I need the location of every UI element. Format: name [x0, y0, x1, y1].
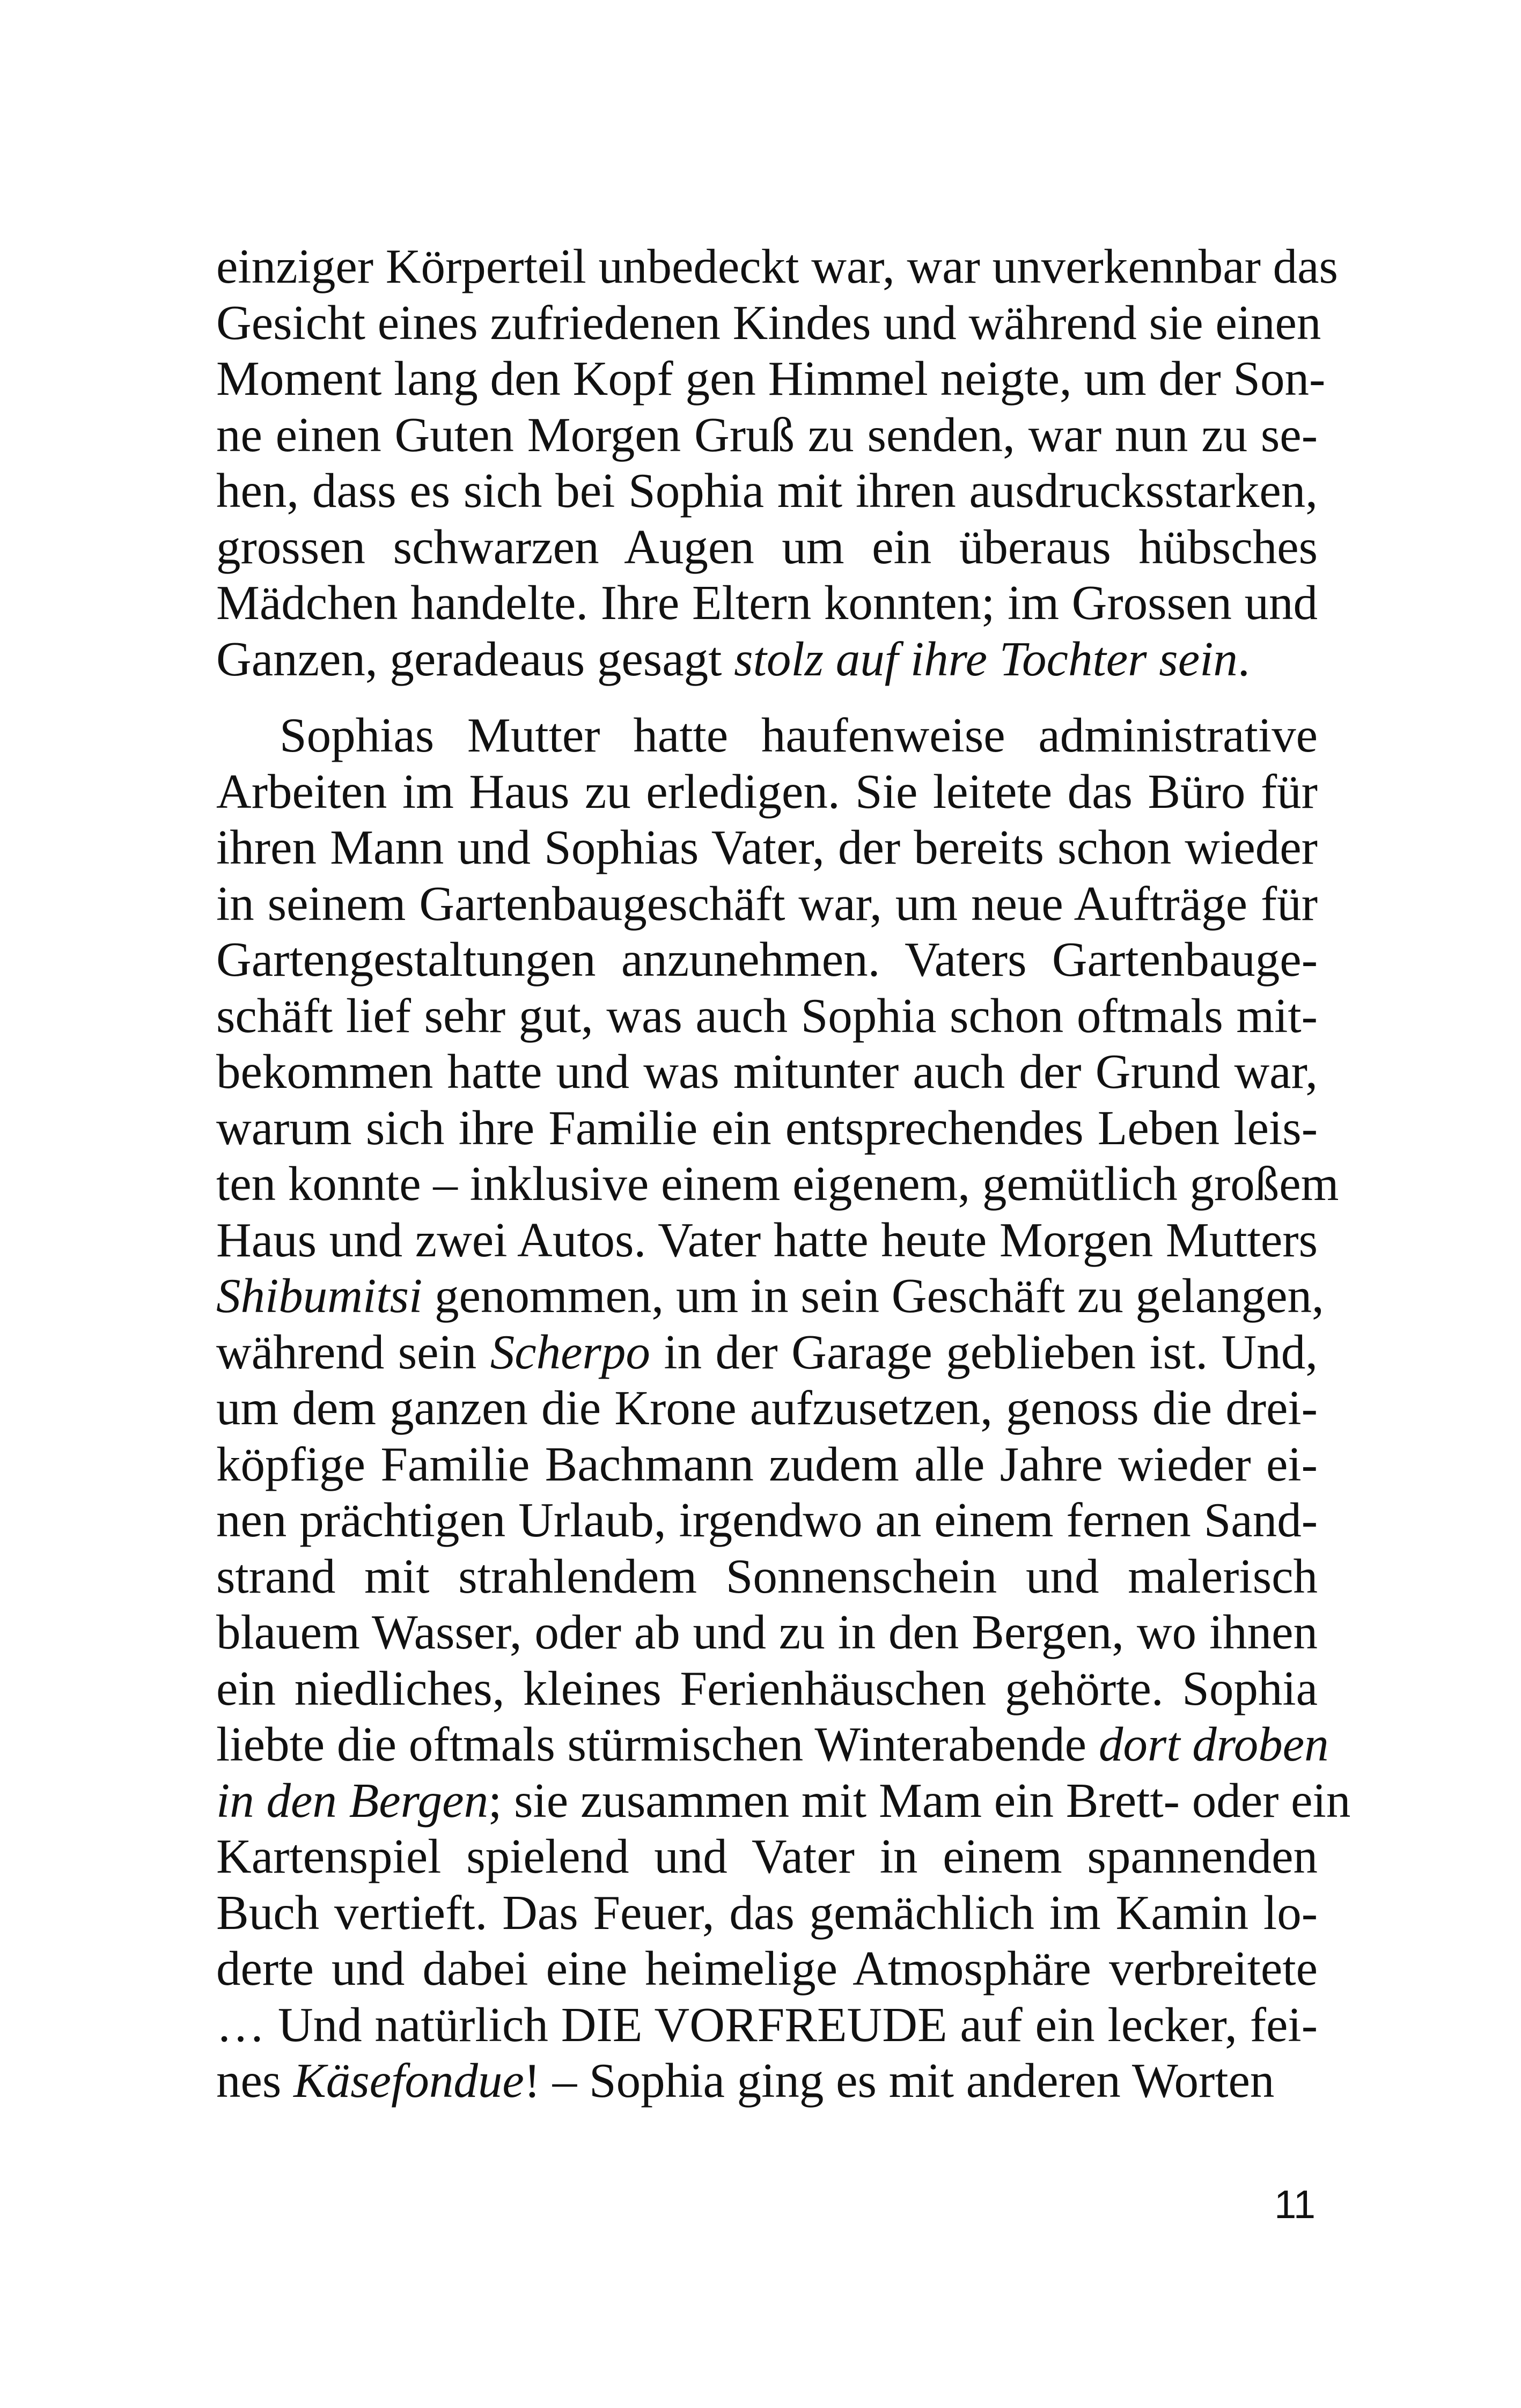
text-run: nen prächtigen Urlaub, irgendwo an einem fernen Sand- [216, 1493, 1318, 1547]
text-line [216, 631, 1318, 688]
text-line [216, 1997, 1318, 2053]
text-run: um dem ganzen die Krone aufzusetzen, genoss die drei- [216, 1381, 1318, 1435]
text-line [216, 351, 1326, 407]
text-line [216, 764, 1318, 820]
italic-text-run: Shibumitsi [216, 1269, 423, 1323]
text-run: ; sie zusammen mit Mam ein Brett- oder ein [488, 1773, 1351, 1828]
text-run: genommen, um in sein Geschäft zu gelangen, [422, 1269, 1324, 1323]
text-line [216, 295, 1321, 351]
text-line [216, 1212, 1318, 1269]
paragraph [216, 708, 1351, 2109]
text-run: Arbeiten im Haus zu erledigen. Sie leitete das Büro für [216, 764, 1318, 819]
text-run: grossen schwarzen Augen um ein überaus hübsches [216, 519, 1318, 574]
text-line [216, 1100, 1318, 1157]
text-run: ne einen Guten Morgen Gruß zu senden, war nun zu se- [216, 407, 1318, 462]
text-run: nes [216, 2053, 294, 2108]
text-run: Sophias Mutter hatte haufenweise administrative [280, 708, 1318, 762]
text-line [216, 988, 1318, 1044]
text-run: liebte die oftmals stürmischen Winterabende [216, 1717, 1099, 1771]
italic-text-run: Käsefondue [293, 2053, 524, 2108]
text-run: hen, dass es sich bei Sophia mit ihren ausdrucksstarken, [216, 463, 1318, 518]
text-run: Ganzen, geradeaus gesagt [216, 631, 734, 686]
text-line [216, 1437, 1318, 1493]
text-line [216, 1661, 1318, 1717]
italic-text-run: dort droben [1098, 1717, 1329, 1771]
text-run: ! – Sophia ging es mit anderen Worten [524, 2053, 1275, 2108]
page-body [216, 239, 1351, 2109]
italic-text-run: stolz auf ihre Tochter sein [734, 631, 1238, 686]
text-run: ein niedliches, kleines Ferienhäuschen gehörte. Sophia [216, 1661, 1318, 1715]
text-line [216, 1156, 1339, 1212]
text-line [216, 2053, 1318, 2109]
text-run: Mädchen handelte. Ihre Eltern konnten; im Grossen und [216, 576, 1318, 630]
text-line [216, 820, 1318, 876]
text-run: Gesicht eines zufriedenen Kindes und während sie einen [216, 295, 1321, 350]
page-number: 11 [1274, 2182, 1316, 2227]
text-line [216, 519, 1318, 576]
italic-text-run: Scherpo [490, 1324, 650, 1379]
text-run: derte und dabei eine heimelige Atmosphäre verbreitete [216, 1941, 1318, 1995]
text-run: ten konnte – inklusive einem eigenem, gemütlich großem [216, 1157, 1339, 1211]
text-run: bekommen hatte und was mitunter auch der Grund war, [216, 1044, 1318, 1099]
text-line [216, 1492, 1318, 1549]
text-run: in der Garage geblieben ist. Und, [650, 1324, 1318, 1379]
text-line [216, 1829, 1318, 1885]
text-line [216, 239, 1338, 295]
text-run: köpfige Familie Bachmann zudem alle Jahre wieder ei- [216, 1437, 1318, 1491]
text-line [216, 463, 1318, 519]
text-run: Haus und zwei Autos. Vater hatte heute Morgen Mutters [216, 1212, 1318, 1267]
text-run: einziger Körperteil unbedeckt war, war unverkennbar das [216, 239, 1338, 293]
text-line [216, 1941, 1318, 1997]
text-run: in seinem Gartenbaugeschäft war, um neue Aufträge für [216, 876, 1318, 931]
text-run: Moment lang den Kopf gen Himmel neigte, um der Son- [216, 351, 1326, 406]
text-line [216, 1380, 1318, 1437]
text-run: Kartenspiel spielend und Vater in einem spannenden [216, 1829, 1318, 1883]
text-run: Buch vertieft. Das Feuer, das gemächlich im Kamin lo- [216, 1885, 1318, 1940]
text-line [216, 1044, 1318, 1100]
text-line [216, 1549, 1318, 1605]
text-run: strand mit strahlendem Sonnenschein und malerisch [216, 1549, 1318, 1603]
text-run: Gartengestaltungen anzunehmen. Vaters Gartenbauge- [216, 932, 1318, 986]
text-line [216, 708, 1318, 764]
text-run: blauem Wasser, oder ab und zu in den Bergen, wo ihnen [216, 1605, 1318, 1659]
text-run: warum sich ihre Familie ein entsprechendes Leben leis- [216, 1100, 1318, 1155]
text-line [216, 1773, 1351, 1829]
paragraph [216, 239, 1338, 687]
text-run: . [1237, 631, 1250, 686]
text-line [216, 932, 1318, 988]
text-line [216, 1604, 1318, 1661]
text-line [216, 1324, 1318, 1381]
text-line [216, 1717, 1329, 1773]
text-line [216, 407, 1318, 463]
italic-text-run: in den Bergen [216, 1773, 489, 1828]
text-run: schäft lief sehr gut, was auch Sophia schon oftmals mit- [216, 988, 1318, 1043]
text-line [216, 876, 1318, 932]
paragraph-gap [216, 687, 1318, 708]
text-line [216, 1885, 1318, 1941]
text-run: ihren Mann und Sophias Vater, der bereits schon wieder [216, 820, 1318, 874]
text-line [216, 1268, 1324, 1324]
text-run: während sein [216, 1324, 490, 1379]
text-run: … Und natürlich DIE VORFREUDE auf ein lecker, fei- [216, 1997, 1318, 2052]
text-line [216, 575, 1318, 631]
